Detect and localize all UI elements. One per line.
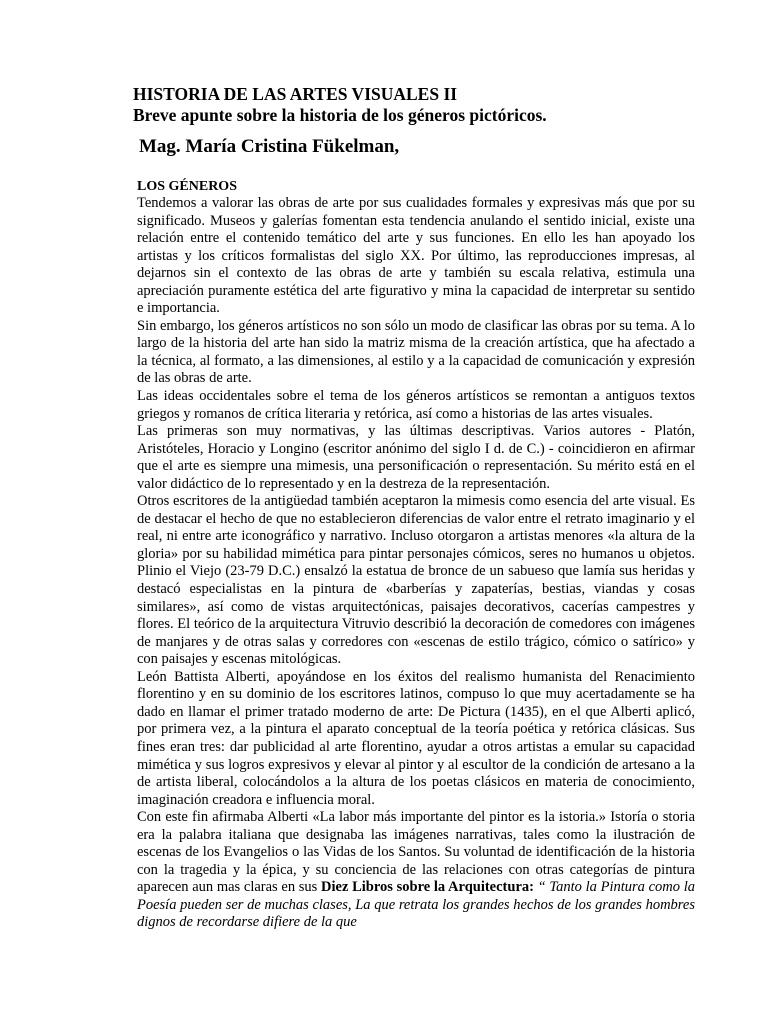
paragraph: Las ideas occidentales sobre el tema de los géneros artísticos se remontan a antiguos textos griegos y romanos de crítica literaria y retórica, así como a historias de las artes visuales.: [137, 388, 695, 422]
document-subtitle: Breve apunte sobre la historia de los géneros pictóricos.: [133, 105, 547, 125]
paragraph: Sin embargo, los géneros artísticos no son sólo un modo de clasificar las obras por su tema. A lo largo de la historia del arte han sido la matriz misma de la creación artística, que ha afectado a la técnica, al formato, a las dimensiones, al estilo y a la capacidad de comunicación y expresión de las obras de arte.: [137, 317, 695, 387]
paragraph: Otros escritores de la antigüedad también aceptaron la mimesis como esencia del arte visual. Es de destacar el hecho de que no establecieron diferencias de valor entre el retrato imaginario y el real, ni entre arte iconográfico y narrativo. Incluso otorgaron a artistas menores «la altura de la gloria» por su habilidad mimética para pintar personajes cómicos, seres no humanos u objetos. Plinio el Viejo (23-79 D.C.) ensalzó la estatua de bronce de un sabueso que lamía sus heridas y destacó especialistas en la pintura de «barberías y zapaterías, bestias, viandas y cosas similares», así como de vistas arquitectónicas, paisajes decorativos, cacerías campestres y flores. El teórico de la arquitectura Vitruvio describió la decoración de comedores con imágenes de manjares y de otras salas y corredores con «escenas de estilo trágico, cómico o satírico» y con paisajes y escenas mitológicas.: [137, 493, 695, 668]
section-heading: LOS GÉNEROS: [137, 179, 237, 194]
paragraph-last: [137, 809, 695, 932]
author-name: Mag. María Cristina Fükelman,: [139, 136, 400, 157]
paragraph: León Battista Alberti, apoyándose en los éxitos del realismo humanista del Renacimiento florentino y en su dominio de los escritores latinos, compuso lo que muy acertadamente se ha dado en llamar el primer tratado moderno de arte: De Pictura (1435), en el que Alberti aplicó, por primera vez, a la pintura el aparato conceptual de la teoría poética y retórica clásicas. Sus fines eran tres: dar publicidad al arte florentino, ayudar a otros artistas a emular su capacidad mimética y sus logros expresivos y elevar al pintor y al escultor de la condición de artesano a la de artista liberal, colocándolos a la altura de los poetas clásicos en materia de conocimiento, imaginación creadora e influencia moral.: [137, 668, 695, 808]
document-page: [133, 84, 695, 932]
book-title: Diez Libros sobre la Arquitectura:: [321, 879, 534, 896]
body-text: [137, 195, 695, 932]
paragraph: Las primeras son muy normativas, y las últimas descriptivas. Varios autores - Platón, Aristóteles, Horacio y Longino (escritor anónimo del siglo I d. de C.) - coincidieron en afirmar que el arte es siempre una mimesis, una personificación o representación. Su mérito está en el valor didáctico de lo representado y en la destreza de la representación.: [137, 423, 695, 492]
paragraph-text: Con este fin afirmaba Alberti «La labor más importante del pintor es la istoria.» Istoría o storia era la palabra italiana que designaba las imágenes narrativas, tales como la ilustración de escenas de los Evangelios o las Vidas de los Santos. Su voluntad de identificación de la historia con la tragedia y la épica, y su conciencia de las relaciones con otras categorías de pintura aparecen aun mas claras en sus: [137, 809, 695, 896]
quotation: “ Tanto la Pintura como la Poesía pueden ser de muchas clases, La que retrata los grandes hechos de los grandes hombres dignos de recordarse difiere de la que: [137, 879, 695, 931]
paragraph: Tendemos a valorar las obras de arte por sus cualidades formales y expresivas más que por su significado. Museos y galerías fomentan esta tendencia anulando el sentido inicial, existe una relación entre el contenido temático del arte y sus funciones. En ello les han apoyado los artistas y los críticos formalistas del siglo XX. Por último, las reproducciones impresas, al dejarnos sin el contexto de las obras de arte y también su escala relativa, estimula una apreciación puramente estética del arte figurativo y mina la capacidad de interpretar su sentido e importancia.: [137, 195, 695, 317]
document-title: HISTORIA DE LAS ARTES VISUALES II: [133, 84, 458, 104]
